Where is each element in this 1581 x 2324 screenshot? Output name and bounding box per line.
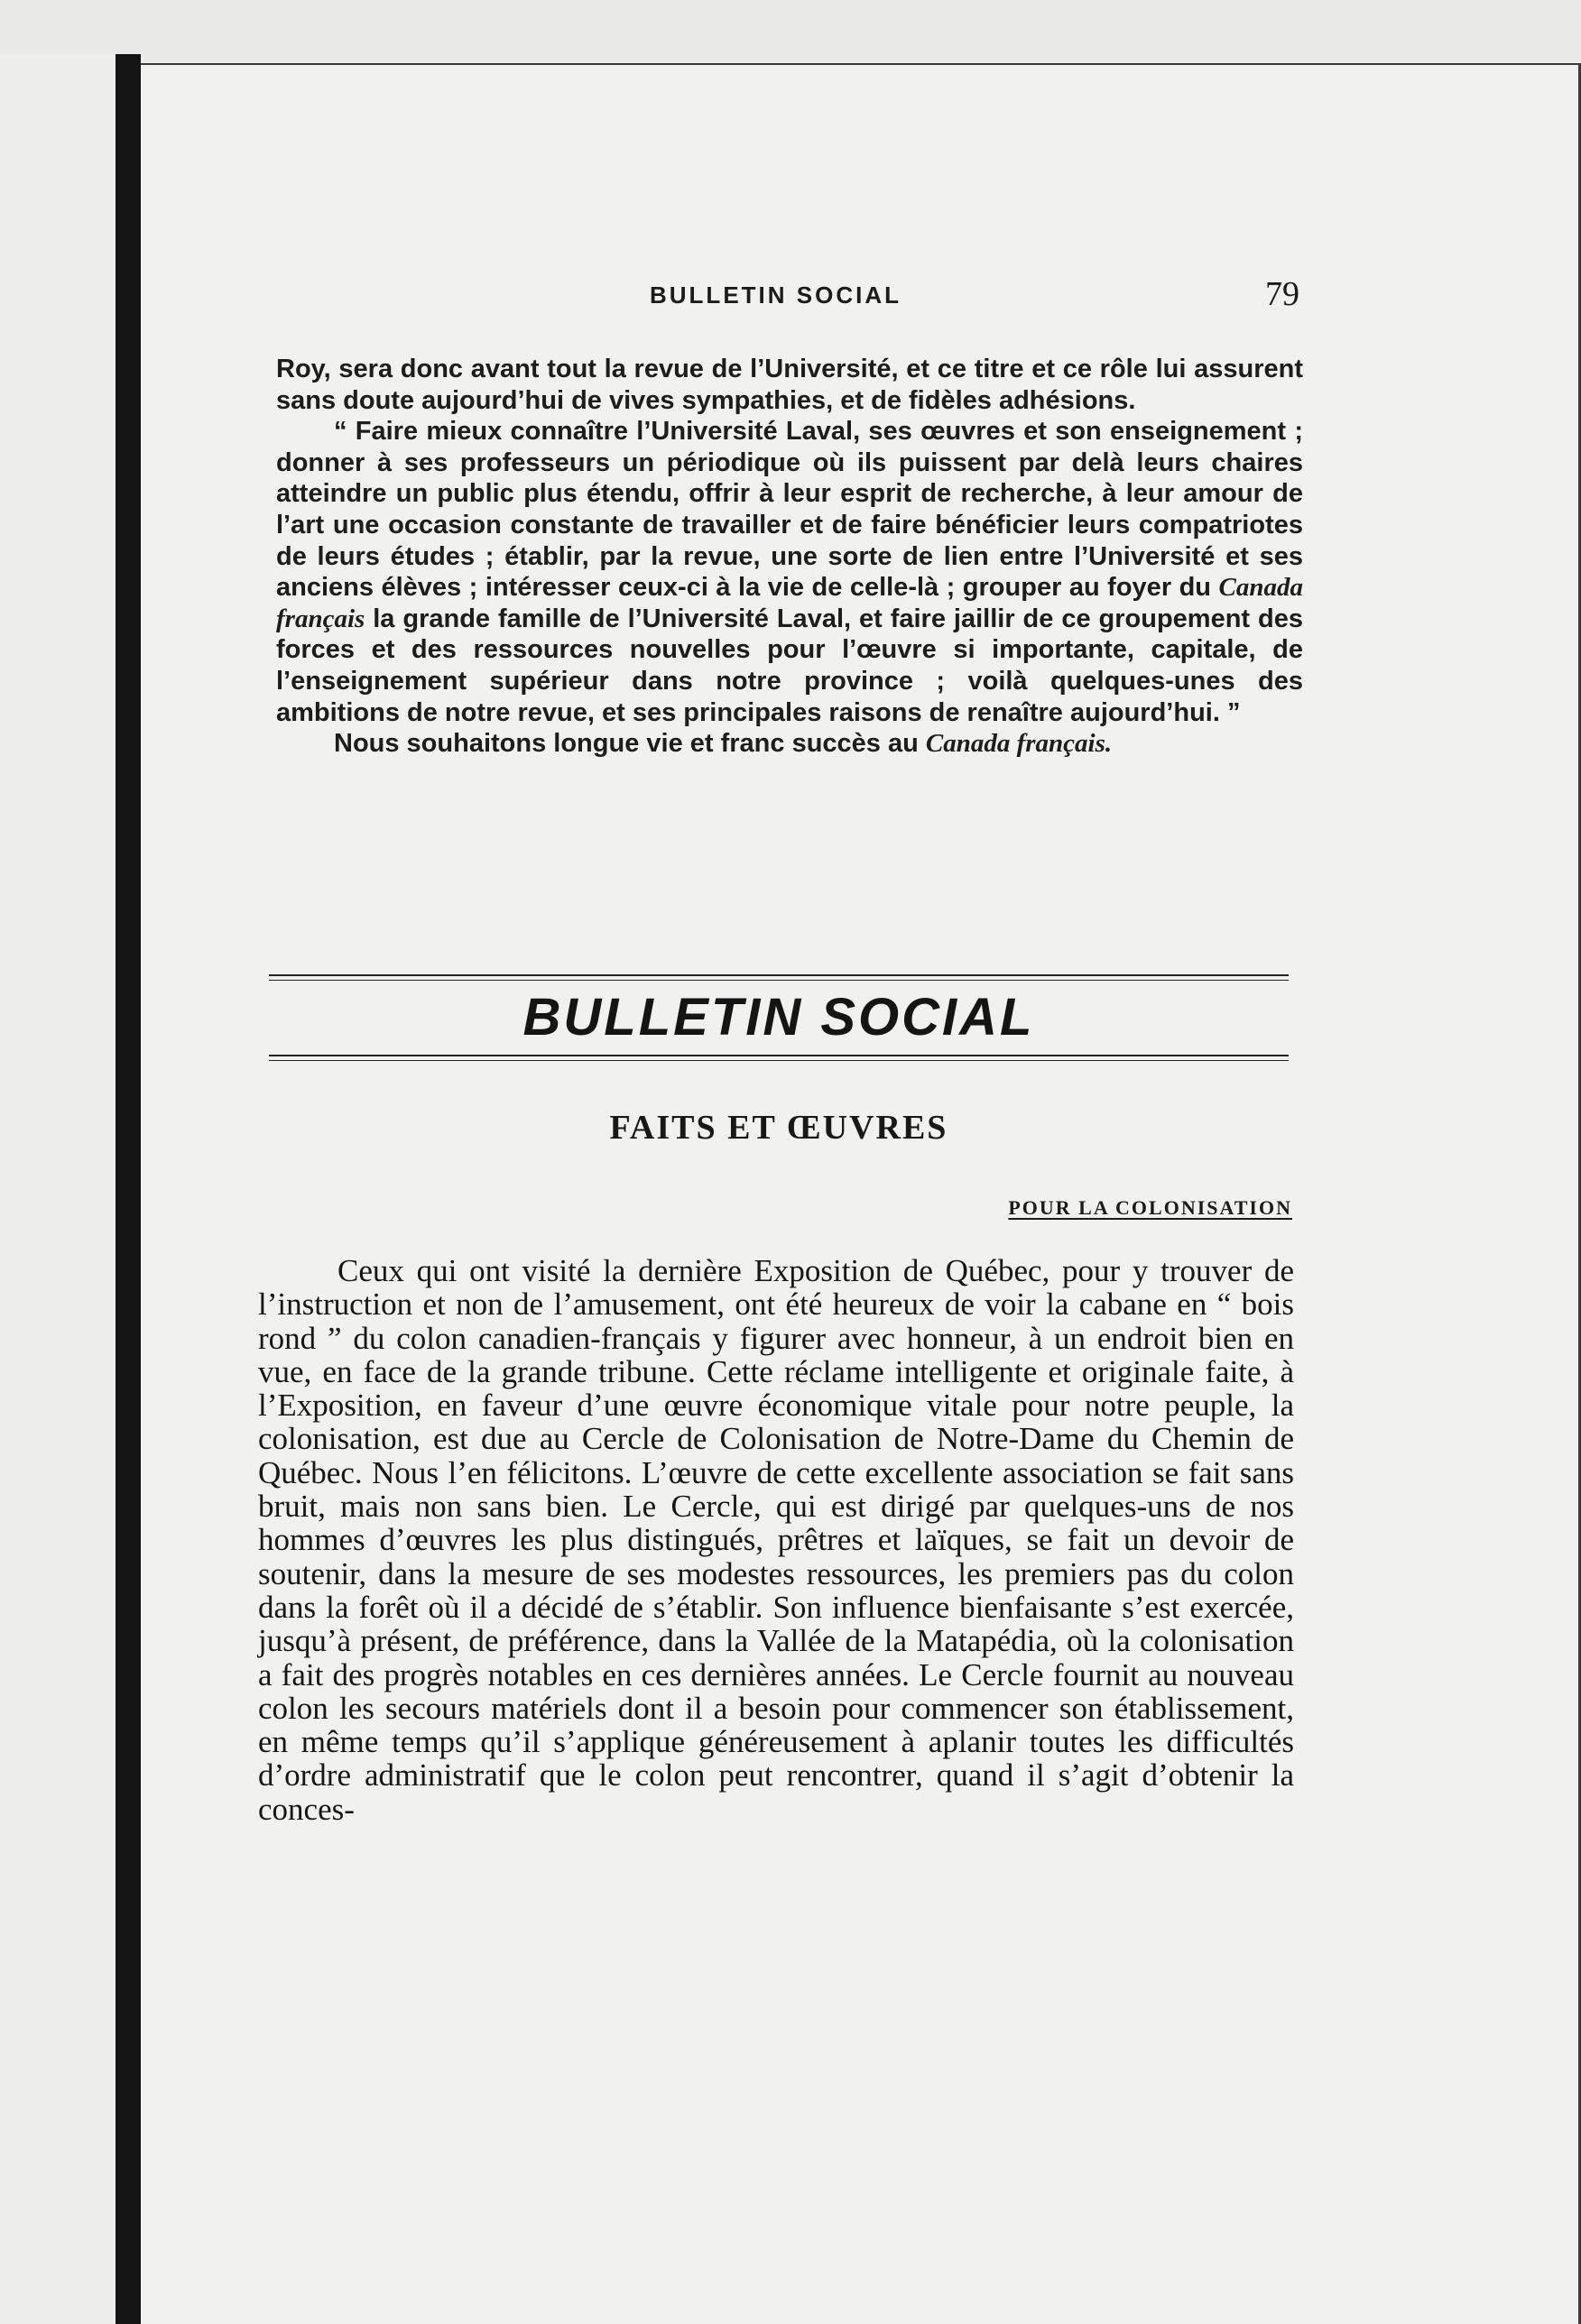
adjacent-page-edge bbox=[0, 54, 116, 2324]
closing-text: Nous souhaitons longue vie et franc succès au bbox=[334, 729, 926, 759]
section-rule-bottom bbox=[269, 1055, 1289, 1056]
section-rule-bottom-thin bbox=[269, 1060, 1289, 1061]
quotation-text-start: “ Faire mieux connaître l’Université Laval, ses œuvres et son enseignement ; donner à ses professeurs un périodique où ils puissent par delà leurs chaires atteindre un public plus étendu, offrir à leur esprit de recherche, à leur amour de l’art une occasion constante de travailler et de faire bénéficier leurs compatriotes de leurs études ; établir, par la revue, une sorte de lien entre l’Université et ses anciens élèves ; intéresser ceux-ci à la vie de celle-là ; grouper au foyer du bbox=[276, 417, 1303, 603]
continued-article bbox=[276, 354, 1303, 760]
running-head: BULLETIN SOCIAL bbox=[650, 281, 901, 309]
section-subheading: FAITS ET ŒUVRES bbox=[609, 1109, 948, 1147]
section-rule-top bbox=[269, 974, 1289, 976]
binding-shadow bbox=[116, 54, 141, 2324]
section-banner: BULLETIN SOCIAL bbox=[522, 988, 1035, 1047]
quotation-text-end: la grande famille de l’Université Laval, et faire jaillir de ce groupement des forces et des ressources nouvelles pour l’œuvre si importante, capitale, de l’enseignement supérieur dans notre province ; voilà quelques-unes des ambitions de notre revue, et ses principales raisons de renaître aujourd’hui. ” bbox=[276, 604, 1303, 727]
closing-italic-title: Canada français. bbox=[925, 729, 1113, 759]
article-paragraph: Ceux qui ont visité la dernière Exposition de Québec, pour y trouver de l’instruction et non de l’amusement, ont été heureux de voir la cabane en “ bois rond ” du colon canadien-français y figurer avec honneur, à un endroit bien en vue, en face de la grande tribune. Cette réclame intelligente et originale faite, à l’Exposition, en faveur d’une œuvre économique vitale pour notre peuple, la colonisation, est due au Cercle de Colonisation de Notre-Dame du Chemin de Québec. Nous l’en félicitons. L’œuvre de cette excellente association se fait sans bruit, mais non sans bien. Le Cercle, qui est dirigé par quelques-uns de nos hommes d’œuvres les plus distingués, prêtres et laïques, se fait un devoir de soutenir, dans la mesure de ses modestes ressources, les premiers pas du colon dans la forêt où il a décidé de s’établir. Son influence bienfaisante s’est exercée, jusqu’à présent, de préférence, dans la Vallée de la Matapédia, où la colonisation a fait des progrès notables en ces dernières années. Le Cercle fournit au nouveau colon les secours matériels dont il a besoin pour commencer son établissement, en même temps qu’il s’applique généreusement à aplanir toutes les difficultés d’ordre administratif que le colon peut rencontrer, quand il s’agit d’obtenir la conces- bbox=[258, 1253, 1294, 1827]
quotation-paragraph bbox=[276, 416, 1303, 728]
page-number: 79 bbox=[1265, 275, 1299, 313]
section-rule-top-thin bbox=[269, 980, 1289, 981]
quotation-italic-title: Canada français bbox=[276, 573, 1303, 633]
closing-paragraph bbox=[276, 728, 1303, 760]
paragraph-continuation: Roy, sera donc avant tout la revue de l’Université, et ce titre et ce rôle lui assurent sans doute aujourd’hui de vives sympathies, et de fidèles adhésions. bbox=[276, 355, 1303, 415]
article-heading: POUR LA COLONISATION bbox=[1008, 1196, 1292, 1219]
article-body bbox=[258, 1254, 1294, 1826]
